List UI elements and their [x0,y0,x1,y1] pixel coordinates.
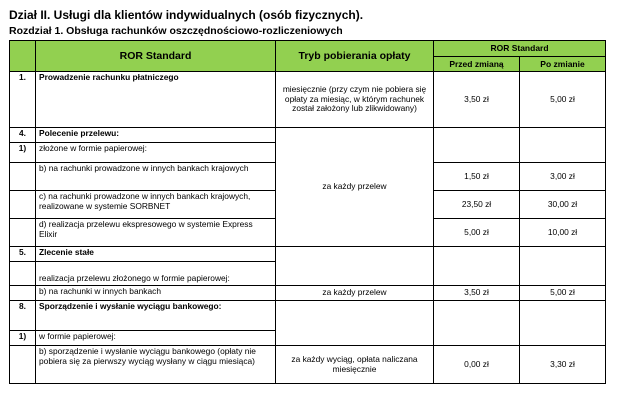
row-number: 1) [10,331,36,346]
row-mode: za każdy przelew [276,286,434,301]
section-title: Dział II. Usługi dla klientów indywidualnych (osób fizycznych). [9,8,364,22]
table-row [10,72,606,128]
table-row [10,346,606,384]
row-before: 23,50 zł [434,191,520,219]
row-number [10,286,36,301]
header-product: ROR Standard [36,41,276,72]
transfer-mode: za każdy przelew [276,128,434,247]
row-description: złożone w formie papierowej: [36,143,276,163]
empty-before [434,128,520,163]
row-description: b) na rachunki prowadzone w innych bankach krajowych [36,163,276,191]
row-description: w formie papierowej: [36,331,276,346]
chapter-subtitle: Rozdział 1. Obsługa rachunków oszczędnościowo-rozliczeniowych [9,25,343,37]
row-description: d) realizacja przelewu ekspresowego w systemie Express Elixir [36,219,276,247]
row-description: Prowadzenie rachunku płatniczego [36,72,276,128]
row-before: 0,00 zł [434,346,520,384]
row-mode: miesięcznie (przy czym nie pobiera się opłaty za miesiąc, w którym rachunek został założony lub zlikwidowany) [276,72,434,128]
empty-before [434,301,520,346]
row-number: 5. [10,247,36,262]
empty-mode [276,247,434,286]
row-after: 30,00 zł [520,191,606,219]
row-description: b) sporządzenie i wysłanie wyciągu bankowego (opłaty nie pobiera się za pierwszy wyciąg wysłany w ciągu miesiąca) [36,346,276,384]
row-number [10,219,36,247]
row-number [10,346,36,384]
row-description: Zlecenie stałe [36,247,276,262]
header-after: Po zmianie [520,57,606,72]
row-before: 5,00 zł [434,219,520,247]
row-number: 1. [10,72,36,128]
row-description: b) na rachunki w innych bankach [36,286,276,301]
row-description: c) na rachunki prowadzone w innych bankach krajowych, realizowane w systemie SORBNET [36,191,276,219]
row-after: 5,00 zł [520,286,606,301]
empty-after [520,301,606,346]
row-description: Polecenie przelewu: [36,128,276,143]
row-after: 3,30 zł [520,346,606,384]
empty-mode [276,301,434,346]
row-number [10,163,36,191]
row-before: 3,50 zł [434,72,520,128]
row-before: 3,50 zł [434,286,520,301]
table-row [10,301,606,331]
row-number: 8. [10,301,36,331]
row-after: 3,00 zł [520,163,606,191]
row-number: 4. [10,128,36,143]
empty-after [520,247,606,286]
header-mode: Tryb pobierania opłaty [276,41,434,72]
fee-table [9,40,606,384]
row-number [10,262,36,286]
row-number: 1) [10,143,36,163]
row-number [10,191,36,219]
header-number-cell [10,41,36,72]
row-before: 1,50 zł [434,163,520,191]
table-row [10,247,606,262]
row-description: realizacja przelewu złożonego w formie papierowej: [36,262,276,286]
header-group: ROR Standard [434,41,606,57]
empty-after [520,128,606,163]
row-after: 5,00 zł [520,72,606,128]
header-before: Przed zmianą [434,57,520,72]
row-after: 10,00 zł [520,219,606,247]
row-description: Sporządzenie i wysłanie wyciągu bankowego: [36,301,276,331]
table-row [10,128,606,143]
row-mode: za każdy wyciąg, opłata naliczana miesięcznie [276,346,434,384]
empty-before [434,247,520,286]
table-row [10,286,606,301]
